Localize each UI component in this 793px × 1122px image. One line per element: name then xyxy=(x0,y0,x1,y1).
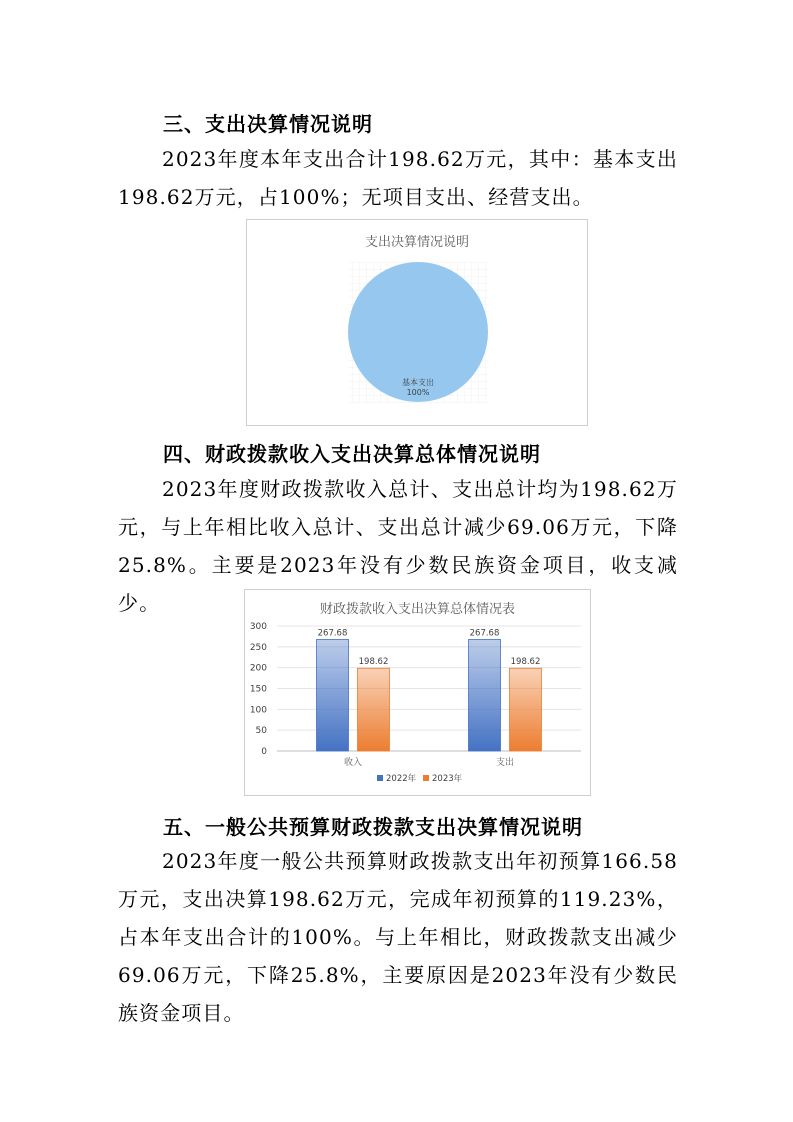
bar-chart xyxy=(245,590,590,795)
bar-chart-panel xyxy=(244,589,591,796)
y-tick-label: 300 xyxy=(249,622,267,632)
pie-slice-label: 基本支出 xyxy=(402,378,434,387)
bar-value-label: 198.62 xyxy=(510,657,541,668)
x-category-label: 收入 xyxy=(343,758,363,768)
legend-swatch xyxy=(377,775,383,781)
y-tick-label: 150 xyxy=(249,684,267,695)
pie-slice-value-label: 100% xyxy=(406,388,430,397)
bar-prev-year xyxy=(469,639,501,751)
bar-chart-title: 财政拨款收入支出决算总体情况表 xyxy=(319,602,515,617)
y-tick-label: 0 xyxy=(261,747,267,757)
legend-label: 2023年 xyxy=(432,774,463,784)
y-tick-label: 100 xyxy=(249,705,267,716)
section-heading-5: 五、一般公共预算财政拨款支出决算情况说明 xyxy=(163,815,583,839)
section-paragraph-3: 2023年度本年支出合计198.62万元，其中：基本支出198.62万元，占100%；无项目支出、经营支出。 xyxy=(118,147,678,209)
bar-current-year xyxy=(358,668,390,751)
y-tick-label: 200 xyxy=(249,663,267,674)
section-paragraph-5: 2023年度一般公共预算财政拨款支出年初预算166.58万元，支出决算198.62万元，完成年初预算的119.23%，占本年支出合计的100%。与上年相比，财政拨款支出减少69.06万元，下降25.8%，主要原因是2023年没有少数民族资金项目。 xyxy=(118,849,678,1025)
pie-chart-title: 支出决算情况说明 xyxy=(364,235,469,250)
pie-chart-panel xyxy=(246,219,588,426)
section-paragraph-4: 2023年度财政拨款收入总计、支出总计均为198.62万元，与上年相比收入总计、支出总计减少69.06万元，下降25.8%。主要是2023年没有少数民族资金项目，收支减少。 xyxy=(118,477,678,615)
bar-value-label: 198.62 xyxy=(358,657,389,668)
bar-current-year xyxy=(510,668,542,751)
pie-chart xyxy=(247,220,587,425)
bar-value-label: 267.68 xyxy=(317,628,348,639)
y-tick-label: 50 xyxy=(255,726,267,737)
bar-prev-year xyxy=(317,639,349,751)
bar-value-label: 267.68 xyxy=(469,628,500,639)
legend-swatch xyxy=(423,775,429,781)
section-heading-3: 三、支出决算情况说明 xyxy=(163,112,373,136)
section-heading-4: 四、财政拨款收入支出决算总体情况说明 xyxy=(163,442,541,466)
x-category-label: 支出 xyxy=(495,758,515,768)
y-tick-label: 250 xyxy=(249,642,267,653)
legend-label: 2022年 xyxy=(386,774,417,784)
